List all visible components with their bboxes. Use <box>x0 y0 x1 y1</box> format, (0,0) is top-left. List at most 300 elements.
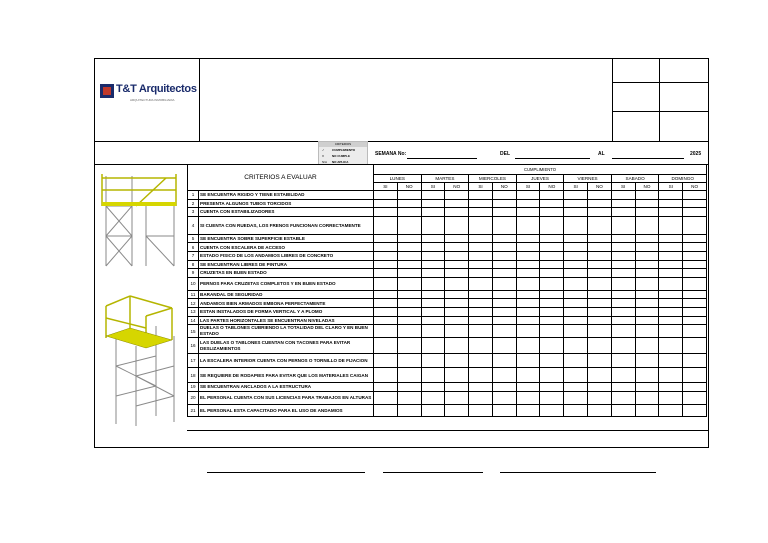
check-cell[interactable] <box>659 234 683 243</box>
check-cell[interactable] <box>421 277 445 290</box>
check-cell[interactable] <box>397 191 421 200</box>
check-cell[interactable] <box>564 216 588 234</box>
check-cell[interactable] <box>397 260 421 269</box>
check-cell[interactable] <box>635 307 659 316</box>
check-cell[interactable] <box>611 354 635 368</box>
check-cell[interactable] <box>469 234 493 243</box>
check-cell[interactable] <box>397 391 421 404</box>
check-cell[interactable] <box>492 243 516 252</box>
check-cell[interactable] <box>659 325 683 338</box>
check-cell[interactable] <box>397 208 421 217</box>
check-cell[interactable] <box>397 316 421 325</box>
check-cell[interactable] <box>445 260 469 269</box>
check-cell[interactable] <box>374 199 398 208</box>
check-cell[interactable] <box>683 191 707 200</box>
check-cell[interactable] <box>421 260 445 269</box>
check-cell[interactable] <box>564 234 588 243</box>
check-cell[interactable] <box>588 191 612 200</box>
check-cell[interactable] <box>540 325 564 338</box>
check-cell[interactable] <box>683 199 707 208</box>
check-cell[interactable] <box>492 316 516 325</box>
check-cell[interactable] <box>492 216 516 234</box>
check-cell[interactable] <box>516 299 540 308</box>
check-cell[interactable] <box>374 251 398 260</box>
check-cell[interactable] <box>588 251 612 260</box>
check-cell[interactable] <box>659 199 683 208</box>
check-cell[interactable] <box>659 251 683 260</box>
check-cell[interactable] <box>540 277 564 290</box>
check-cell[interactable] <box>564 199 588 208</box>
check-cell[interactable] <box>421 290 445 299</box>
check-cell[interactable] <box>683 234 707 243</box>
check-cell[interactable] <box>516 368 540 383</box>
check-cell[interactable] <box>635 208 659 217</box>
check-cell[interactable] <box>611 290 635 299</box>
check-cell[interactable] <box>469 307 493 316</box>
check-cell[interactable] <box>588 316 612 325</box>
check-cell[interactable] <box>588 199 612 208</box>
check-cell[interactable] <box>588 299 612 308</box>
check-cell[interactable] <box>611 277 635 290</box>
check-cell[interactable] <box>421 216 445 234</box>
check-cell[interactable] <box>421 243 445 252</box>
check-cell[interactable] <box>611 269 635 278</box>
check-cell[interactable] <box>469 216 493 234</box>
check-cell[interactable] <box>445 216 469 234</box>
check-cell[interactable] <box>516 208 540 217</box>
check-cell[interactable] <box>683 251 707 260</box>
check-cell[interactable] <box>588 368 612 383</box>
del-field[interactable] <box>515 158 590 159</box>
check-cell[interactable] <box>588 216 612 234</box>
check-cell[interactable] <box>540 251 564 260</box>
check-cell[interactable] <box>445 354 469 368</box>
check-cell[interactable] <box>516 307 540 316</box>
check-cell[interactable] <box>469 208 493 217</box>
check-cell[interactable] <box>683 338 707 354</box>
check-cell[interactable] <box>445 251 469 260</box>
check-cell[interactable] <box>683 316 707 325</box>
check-cell[interactable] <box>469 383 493 392</box>
check-cell[interactable] <box>492 199 516 208</box>
check-cell[interactable] <box>588 277 612 290</box>
check-cell[interactable] <box>635 216 659 234</box>
check-cell[interactable] <box>469 243 493 252</box>
check-cell[interactable] <box>469 251 493 260</box>
signature-line-1[interactable] <box>207 472 365 473</box>
check-cell[interactable] <box>540 383 564 392</box>
check-cell[interactable] <box>421 251 445 260</box>
check-cell[interactable] <box>683 216 707 234</box>
check-cell[interactable] <box>564 260 588 269</box>
check-cell[interactable] <box>683 260 707 269</box>
signature-line-2[interactable] <box>383 472 483 473</box>
check-cell[interactable] <box>540 307 564 316</box>
check-cell[interactable] <box>374 208 398 217</box>
check-cell[interactable] <box>659 354 683 368</box>
check-cell[interactable] <box>659 404 683 416</box>
check-cell[interactable] <box>540 299 564 308</box>
check-cell[interactable] <box>469 391 493 404</box>
check-cell[interactable] <box>445 404 469 416</box>
check-cell[interactable] <box>564 208 588 217</box>
check-cell[interactable] <box>421 299 445 308</box>
check-cell[interactable] <box>516 269 540 278</box>
check-cell[interactable] <box>445 316 469 325</box>
check-cell[interactable] <box>492 191 516 200</box>
check-cell[interactable] <box>611 251 635 260</box>
check-cell[interactable] <box>397 290 421 299</box>
check-cell[interactable] <box>683 391 707 404</box>
check-cell[interactable] <box>540 354 564 368</box>
check-cell[interactable] <box>564 404 588 416</box>
check-cell[interactable] <box>635 383 659 392</box>
check-cell[interactable] <box>588 383 612 392</box>
check-cell[interactable] <box>635 234 659 243</box>
check-cell[interactable] <box>374 243 398 252</box>
check-cell[interactable] <box>683 307 707 316</box>
check-cell[interactable] <box>611 191 635 200</box>
check-cell[interactable] <box>540 208 564 217</box>
check-cell[interactable] <box>540 199 564 208</box>
check-cell[interactable] <box>421 208 445 217</box>
check-cell[interactable] <box>635 368 659 383</box>
check-cell[interactable] <box>540 338 564 354</box>
check-cell[interactable] <box>516 243 540 252</box>
check-cell[interactable] <box>469 338 493 354</box>
check-cell[interactable] <box>492 354 516 368</box>
check-cell[interactable] <box>374 290 398 299</box>
check-cell[interactable] <box>445 243 469 252</box>
check-cell[interactable] <box>445 234 469 243</box>
check-cell[interactable] <box>397 368 421 383</box>
check-cell[interactable] <box>540 191 564 200</box>
check-cell[interactable] <box>611 383 635 392</box>
check-cell[interactable] <box>397 307 421 316</box>
check-cell[interactable] <box>659 307 683 316</box>
check-cell[interactable] <box>611 216 635 234</box>
check-cell[interactable] <box>374 277 398 290</box>
check-cell[interactable] <box>635 199 659 208</box>
check-cell[interactable] <box>659 216 683 234</box>
check-cell[interactable] <box>635 251 659 260</box>
check-cell[interactable] <box>445 199 469 208</box>
check-cell[interactable] <box>516 216 540 234</box>
check-cell[interactable] <box>421 325 445 338</box>
check-cell[interactable] <box>564 269 588 278</box>
check-cell[interactable] <box>374 354 398 368</box>
check-cell[interactable] <box>659 243 683 252</box>
check-cell[interactable] <box>492 325 516 338</box>
check-cell[interactable] <box>659 191 683 200</box>
check-cell[interactable] <box>492 234 516 243</box>
check-cell[interactable] <box>588 391 612 404</box>
check-cell[interactable] <box>374 191 398 200</box>
check-cell[interactable] <box>445 383 469 392</box>
check-cell[interactable] <box>516 391 540 404</box>
check-cell[interactable] <box>421 404 445 416</box>
check-cell[interactable] <box>516 354 540 368</box>
check-cell[interactable] <box>635 299 659 308</box>
check-cell[interactable] <box>421 234 445 243</box>
semana-field[interactable] <box>407 158 477 159</box>
check-cell[interactable] <box>659 290 683 299</box>
check-cell[interactable] <box>611 338 635 354</box>
check-cell[interactable] <box>635 260 659 269</box>
check-cell[interactable] <box>445 208 469 217</box>
check-cell[interactable] <box>374 307 398 316</box>
check-cell[interactable] <box>374 368 398 383</box>
check-cell[interactable] <box>635 277 659 290</box>
check-cell[interactable] <box>635 269 659 278</box>
check-cell[interactable] <box>469 199 493 208</box>
check-cell[interactable] <box>397 404 421 416</box>
check-cell[interactable] <box>611 260 635 269</box>
check-cell[interactable] <box>397 354 421 368</box>
check-cell[interactable] <box>564 191 588 200</box>
check-cell[interactable] <box>611 368 635 383</box>
check-cell[interactable] <box>469 316 493 325</box>
check-cell[interactable] <box>445 191 469 200</box>
check-cell[interactable] <box>374 299 398 308</box>
check-cell[interactable] <box>588 290 612 299</box>
check-cell[interactable] <box>516 404 540 416</box>
check-cell[interactable] <box>635 354 659 368</box>
check-cell[interactable] <box>540 316 564 325</box>
check-cell[interactable] <box>540 404 564 416</box>
check-cell[interactable] <box>469 404 493 416</box>
check-cell[interactable] <box>421 391 445 404</box>
check-cell[interactable] <box>611 208 635 217</box>
check-cell[interactable] <box>683 290 707 299</box>
check-cell[interactable] <box>492 208 516 217</box>
check-cell[interactable] <box>564 307 588 316</box>
check-cell[interactable] <box>374 391 398 404</box>
check-cell[interactable] <box>516 191 540 200</box>
check-cell[interactable] <box>374 216 398 234</box>
check-cell[interactable] <box>564 325 588 338</box>
check-cell[interactable] <box>683 277 707 290</box>
check-cell[interactable] <box>445 299 469 308</box>
check-cell[interactable] <box>445 290 469 299</box>
check-cell[interactable] <box>492 290 516 299</box>
check-cell[interactable] <box>588 260 612 269</box>
check-cell[interactable] <box>540 290 564 299</box>
check-cell[interactable] <box>564 383 588 392</box>
check-cell[interactable] <box>683 368 707 383</box>
check-cell[interactable] <box>683 269 707 278</box>
check-cell[interactable] <box>635 338 659 354</box>
check-cell[interactable] <box>659 316 683 325</box>
check-cell[interactable] <box>635 243 659 252</box>
check-cell[interactable] <box>374 404 398 416</box>
check-cell[interactable] <box>635 404 659 416</box>
check-cell[interactable] <box>635 191 659 200</box>
check-cell[interactable] <box>540 234 564 243</box>
check-cell[interactable] <box>683 325 707 338</box>
check-cell[interactable] <box>374 338 398 354</box>
check-cell[interactable] <box>374 325 398 338</box>
check-cell[interactable] <box>445 269 469 278</box>
check-cell[interactable] <box>374 234 398 243</box>
check-cell[interactable] <box>588 208 612 217</box>
al-field[interactable] <box>612 158 684 159</box>
check-cell[interactable] <box>611 299 635 308</box>
check-cell[interactable] <box>516 383 540 392</box>
check-cell[interactable] <box>516 260 540 269</box>
check-cell[interactable] <box>659 208 683 217</box>
check-cell[interactable] <box>611 391 635 404</box>
check-cell[interactable] <box>564 277 588 290</box>
check-cell[interactable] <box>397 251 421 260</box>
check-cell[interactable] <box>516 277 540 290</box>
check-cell[interactable] <box>540 216 564 234</box>
check-cell[interactable] <box>683 299 707 308</box>
check-cell[interactable] <box>397 234 421 243</box>
check-cell[interactable] <box>635 391 659 404</box>
check-cell[interactable] <box>421 383 445 392</box>
check-cell[interactable] <box>397 325 421 338</box>
check-cell[interactable] <box>659 269 683 278</box>
check-cell[interactable] <box>516 199 540 208</box>
check-cell[interactable] <box>397 269 421 278</box>
check-cell[interactable] <box>421 307 445 316</box>
check-cell[interactable] <box>564 338 588 354</box>
check-cell[interactable] <box>564 368 588 383</box>
check-cell[interactable] <box>516 325 540 338</box>
check-cell[interactable] <box>611 316 635 325</box>
check-cell[interactable] <box>492 404 516 416</box>
check-cell[interactable] <box>421 338 445 354</box>
check-cell[interactable] <box>469 260 493 269</box>
check-cell[interactable] <box>659 299 683 308</box>
check-cell[interactable] <box>445 277 469 290</box>
check-cell[interactable] <box>492 251 516 260</box>
check-cell[interactable] <box>588 338 612 354</box>
check-cell[interactable] <box>445 307 469 316</box>
check-cell[interactable] <box>469 269 493 278</box>
check-cell[interactable] <box>469 325 493 338</box>
check-cell[interactable] <box>374 260 398 269</box>
check-cell[interactable] <box>397 199 421 208</box>
check-cell[interactable] <box>397 216 421 234</box>
check-cell[interactable] <box>659 260 683 269</box>
check-cell[interactable] <box>445 391 469 404</box>
check-cell[interactable] <box>492 368 516 383</box>
check-cell[interactable] <box>564 290 588 299</box>
check-cell[interactable] <box>564 243 588 252</box>
check-cell[interactable] <box>564 391 588 404</box>
check-cell[interactable] <box>492 391 516 404</box>
check-cell[interactable] <box>540 391 564 404</box>
check-cell[interactable] <box>445 338 469 354</box>
check-cell[interactable] <box>659 277 683 290</box>
check-cell[interactable] <box>588 243 612 252</box>
check-cell[interactable] <box>611 243 635 252</box>
check-cell[interactable] <box>469 277 493 290</box>
check-cell[interactable] <box>445 325 469 338</box>
check-cell[interactable] <box>516 338 540 354</box>
check-cell[interactable] <box>492 269 516 278</box>
check-cell[interactable] <box>492 383 516 392</box>
check-cell[interactable] <box>659 368 683 383</box>
check-cell[interactable] <box>588 325 612 338</box>
check-cell[interactable] <box>540 269 564 278</box>
check-cell[interactable] <box>588 307 612 316</box>
check-cell[interactable] <box>683 208 707 217</box>
check-cell[interactable] <box>611 199 635 208</box>
check-cell[interactable] <box>374 269 398 278</box>
check-cell[interactable] <box>564 354 588 368</box>
check-cell[interactable] <box>469 299 493 308</box>
check-cell[interactable] <box>516 316 540 325</box>
check-cell[interactable] <box>659 391 683 404</box>
check-cell[interactable] <box>492 277 516 290</box>
check-cell[interactable] <box>588 234 612 243</box>
check-cell[interactable] <box>492 338 516 354</box>
check-cell[interactable] <box>588 354 612 368</box>
check-cell[interactable] <box>611 307 635 316</box>
check-cell[interactable] <box>421 191 445 200</box>
check-cell[interactable] <box>516 234 540 243</box>
check-cell[interactable] <box>540 260 564 269</box>
check-cell[interactable] <box>421 269 445 278</box>
check-cell[interactable] <box>421 368 445 383</box>
check-cell[interactable] <box>421 316 445 325</box>
check-cell[interactable] <box>588 269 612 278</box>
check-cell[interactable] <box>516 290 540 299</box>
check-cell[interactable] <box>397 383 421 392</box>
check-cell[interactable] <box>397 243 421 252</box>
check-cell[interactable] <box>469 191 493 200</box>
check-cell[interactable] <box>659 383 683 392</box>
check-cell[interactable] <box>469 290 493 299</box>
check-cell[interactable] <box>492 299 516 308</box>
check-cell[interactable] <box>397 299 421 308</box>
check-cell[interactable] <box>421 354 445 368</box>
check-cell[interactable] <box>445 368 469 383</box>
check-cell[interactable] <box>611 325 635 338</box>
check-cell[interactable] <box>564 251 588 260</box>
check-cell[interactable] <box>469 354 493 368</box>
check-cell[interactable] <box>611 234 635 243</box>
check-cell[interactable] <box>564 299 588 308</box>
check-cell[interactable] <box>397 338 421 354</box>
check-cell[interactable] <box>516 251 540 260</box>
check-cell[interactable] <box>683 404 707 416</box>
check-cell[interactable] <box>611 404 635 416</box>
check-cell[interactable] <box>683 243 707 252</box>
check-cell[interactable] <box>683 354 707 368</box>
check-cell[interactable] <box>374 383 398 392</box>
check-cell[interactable] <box>635 290 659 299</box>
check-cell[interactable] <box>397 277 421 290</box>
check-cell[interactable] <box>564 316 588 325</box>
check-cell[interactable] <box>659 338 683 354</box>
check-cell[interactable] <box>683 383 707 392</box>
check-cell[interactable] <box>374 316 398 325</box>
check-cell[interactable] <box>540 368 564 383</box>
check-cell[interactable] <box>588 404 612 416</box>
check-cell[interactable] <box>492 260 516 269</box>
signature-line-3[interactable] <box>500 472 656 473</box>
check-cell[interactable] <box>492 307 516 316</box>
check-cell[interactable] <box>421 199 445 208</box>
check-cell[interactable] <box>469 368 493 383</box>
check-cell[interactable] <box>635 325 659 338</box>
check-cell[interactable] <box>635 316 659 325</box>
check-cell[interactable] <box>540 243 564 252</box>
